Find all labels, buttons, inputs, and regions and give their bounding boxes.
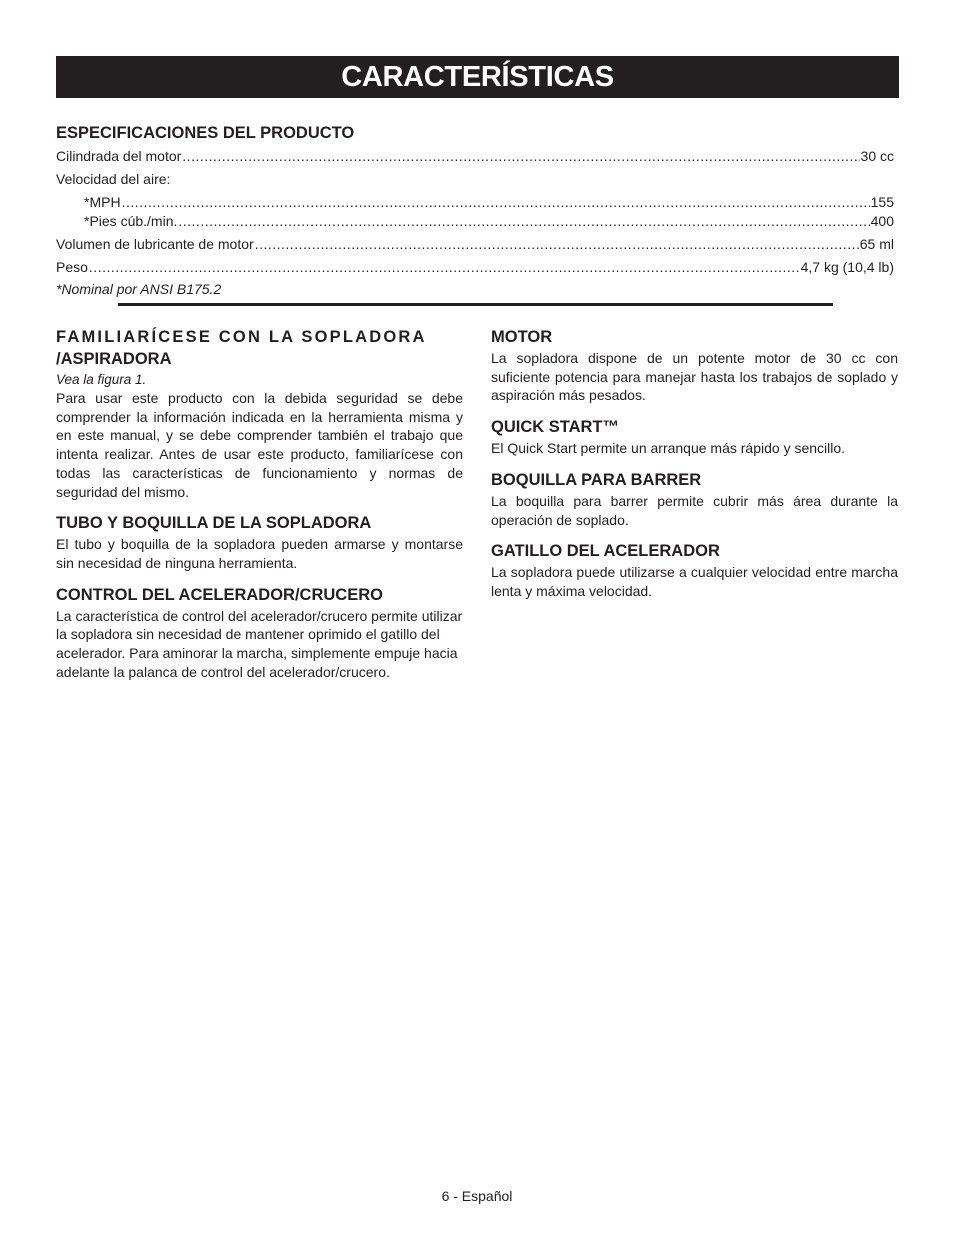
figure-reference: Vea la figura 1. xyxy=(56,372,147,387)
dot-leader xyxy=(178,212,869,231)
section-heading: CONTROL DEL ACELERADOR/CRUCERO xyxy=(56,585,383,604)
left-column xyxy=(56,327,463,693)
spec-label-air-speed: Velocidad del aire: xyxy=(56,171,171,187)
section-throttle-control xyxy=(56,585,463,682)
spec-label: Cilindrada del motor xyxy=(56,148,182,164)
dot-leader xyxy=(122,193,870,212)
right-column xyxy=(491,327,898,613)
spec-row-cfm xyxy=(56,212,894,231)
section-heading: TUBO Y BOQUILLA DE LA SOPLADORA xyxy=(56,514,372,533)
section-text: El Quick Start permite un arranque más rápido y sencillo. xyxy=(491,440,846,457)
dot-leader xyxy=(255,235,859,254)
dot-leader xyxy=(182,147,859,166)
section-heading: QUICK START™ xyxy=(491,418,620,437)
section-heading: BOQUILLA PARA BARRER xyxy=(491,470,702,489)
spec-label: *Pies cúb./min. xyxy=(84,213,178,229)
section-text: Para usar este producto con la debida seguridad se debe comprender la información indicada en la herramienta misma y en este manual, y se debe comprender también el trabajo que intenta realizar. Antes de usar este producto, familiarícese con todas las características de funcionamiento y normas de seguridad del mismo. xyxy=(56,390,463,500)
page-title: CARACTERÍSTICAS xyxy=(56,56,899,98)
spec-value: 30 cc xyxy=(860,148,894,164)
product-specifications xyxy=(56,123,894,299)
section-text: La característica de control del acelerador/crucero permite utilizar la sopladora sin necesidad de mantener oprimido el gatillo del acelerador. Para aminorar la marcha, simplemente empuje hacia adelante la palanca de control del acelerador/crucero. xyxy=(56,607,463,680)
spec-note: *Nominal por ANSI B175.2 xyxy=(56,281,222,297)
spec-row-engine xyxy=(56,147,894,166)
section-divider xyxy=(118,303,833,306)
section-heading: MOTOR xyxy=(491,328,553,346)
spec-value: 155 xyxy=(870,194,894,210)
spec-value: 400 xyxy=(870,213,894,229)
section-quick-start xyxy=(491,417,898,458)
section-tube-nozzle xyxy=(56,513,463,572)
specs-heading: ESPECIFICACIONES DEL PRODUCTO xyxy=(56,124,355,142)
section-text: La sopladora puede utilizarse a cualquier velocidad entre marcha lenta y máxima velocidad. xyxy=(491,564,898,599)
spec-label: *MPH xyxy=(84,194,121,210)
section-sweeper-nozzle xyxy=(491,470,898,529)
section-heading-continued: /ASPIRADORA xyxy=(56,350,172,368)
spec-row-weight xyxy=(56,258,894,277)
spec-value: 65 ml xyxy=(859,236,894,252)
section-familiarize xyxy=(56,327,463,501)
section-text: La sopladora dispone de un potente motor de 30 cc con suficiente potencia para manejar hasta los trabajos de soplado y aspiración más pesados. xyxy=(491,350,898,404)
spec-label: Volumen de lubricante de motor xyxy=(56,236,254,252)
spec-value: 4,7 kg (10,4 lb) xyxy=(800,259,894,275)
spec-row-mph xyxy=(56,193,894,212)
section-motor xyxy=(491,327,898,405)
section-throttle-trigger xyxy=(491,541,898,600)
section-text: El tubo y boquilla de la sopladora pueden armarse y montarse sin necesidad de ninguna herramienta. xyxy=(56,536,463,571)
section-heading: FAMILIARÍCESE CON LA SOPLADORA xyxy=(56,328,427,346)
spec-row-lubricant xyxy=(56,235,894,254)
dot-leader xyxy=(89,258,800,277)
spec-label: Peso xyxy=(56,259,88,275)
section-text: La boquilla para barrer permite cubrir más área durante la operación de soplado. xyxy=(491,492,898,528)
page-number: 6 - Español xyxy=(441,1188,513,1204)
section-heading: GATILLO DEL ACELERADOR xyxy=(491,542,720,561)
